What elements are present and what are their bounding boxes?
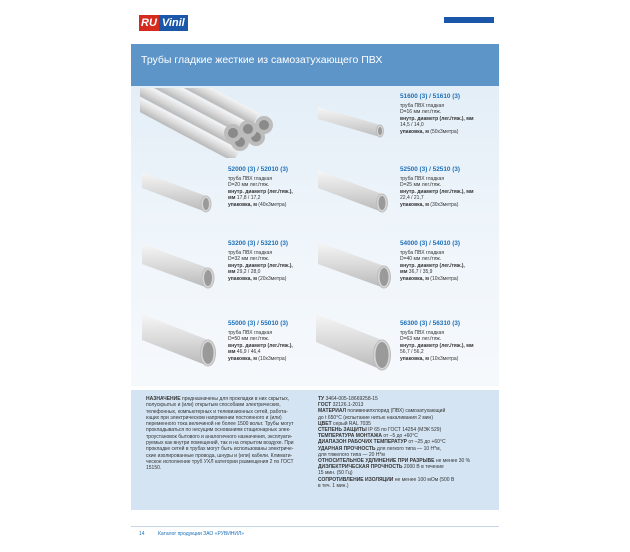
description-heading: НАЗНАЧЕНИЕ xyxy=(146,396,181,402)
footer-divider xyxy=(131,526,499,527)
product-code: 51600 (3) / 51610 (3) xyxy=(400,93,461,100)
spec-diel-value: 2000 В в течение xyxy=(403,464,444,471)
spec-label: внутр. диаметр (лег./тяж.), мм xyxy=(400,188,474,195)
spec-value: 14,5 / 14,0 xyxy=(400,122,424,129)
logo-ru: RU xyxy=(141,16,157,29)
spec-range-value: от –25 до +60°C xyxy=(408,439,446,446)
pipe-image-50 xyxy=(142,308,218,374)
spec-material-label: МАТЕРИАЛ xyxy=(318,408,347,415)
decorative-stripe xyxy=(444,17,494,23)
pipe-image-32 xyxy=(142,238,216,296)
spec-line: труба ПВХ гладкая xyxy=(400,330,445,336)
description-line: телефонных, компьютерных и телевизионных сетей, работа- xyxy=(146,408,288,415)
spec-impact-value: для легкого типа — 10 Н*м, xyxy=(376,445,441,452)
spec-label: мм xyxy=(228,349,236,356)
spec-res-label: СОПРОТИВЛЕНИЕ ИЗОЛЯЦИИ xyxy=(318,476,394,483)
description-line: руемых как внутри помещений, так и на открытом воздухе. При xyxy=(146,440,294,447)
description-line: прокладке сетей в трубах могут быть использованы электриче- xyxy=(146,446,294,453)
spec-line: труба ПВХ гладкая xyxy=(228,176,273,182)
description-line: ские изолированные провода, шнуры и (или) кабели. Климати- xyxy=(146,452,293,459)
spec-label: мм xyxy=(400,269,408,276)
spec-value: (30x3метра) xyxy=(430,201,459,208)
spec-material-cont: до t 650°C (испытание нитью накаливания 2 мин) xyxy=(318,414,433,421)
description-line: троустановок бытового и аналогичного назначения, эксплуати- xyxy=(146,433,293,440)
pipe-bundle-image xyxy=(140,88,300,158)
product-spec-25 xyxy=(400,166,474,208)
spec-label: мм xyxy=(228,269,236,276)
spec-res-value: не менее 100 мОм (500 В xyxy=(394,476,455,483)
spec-label: внутр. диаметр (лег./тяж.), мм xyxy=(400,342,474,349)
spec-label: упаковка, м xyxy=(228,201,257,208)
spec-res-cont: в теч. 1 мин.) xyxy=(318,482,349,489)
page-title: Трубы гладкие жесткие из самозатухающего ПВХ xyxy=(141,54,383,66)
description-line: предназначены для прокладки в них скрытых, xyxy=(181,396,290,402)
spec-line: D=40 мм лег./тяж. xyxy=(400,256,442,263)
spec-value: (10x3метра) xyxy=(258,355,287,362)
product-code: 52500 (3) / 52510 (3) xyxy=(400,166,461,173)
spec-range-label: ДИАПАЗОН РАБОЧИХ ТЕМПЕРАТУР xyxy=(318,439,407,446)
spec-line: труба ПВХ гладкая xyxy=(228,250,273,256)
product-spec-50 xyxy=(228,320,293,362)
spec-diel-cont: 15 мин. (50 Гц) xyxy=(318,470,353,477)
spec-gost-value: 32126.1-2013 xyxy=(332,402,364,409)
description-line: переменного тока величиной не более 1500 вольт. Трубы могут xyxy=(146,421,294,428)
description-block xyxy=(146,396,306,472)
spec-line: D=20 мм лег./тяж. xyxy=(228,182,270,189)
spec-impact-label: УДАРНАЯ ПРОЧНОСТЬ xyxy=(318,445,376,452)
product-code: 55000 (3) / 55010 (3) xyxy=(228,320,289,327)
spec-ip-value: IP 65 по ГОСТ 14254 (МЭК 529) xyxy=(368,427,442,434)
spec-elong-label: ОТНОСИТЕЛЬНОЕ УДЛИНЕНИЕ ПРИ РАЗРЫВЕ xyxy=(318,458,435,465)
pipe-image-20 xyxy=(142,166,214,220)
spec-install-label: ТЕМПЕРАТУРА МОНТАЖА xyxy=(318,433,382,440)
description-line: полускрытых и (или) открытым способами электрических, xyxy=(146,402,281,409)
spec-line: труба ПВХ гладкая xyxy=(400,103,445,109)
spec-label: внутр. диаметр (лег./тяж.), xyxy=(228,188,293,195)
spec-label: упаковка, м xyxy=(400,201,429,208)
spec-value: 56,7 / 56,2 xyxy=(400,349,424,356)
spec-line: D=63 мм лег./тяж. xyxy=(400,336,442,343)
spec-line: труба ПВХ гладкая xyxy=(400,176,445,182)
spec-value: 29,2 / 28,0 xyxy=(236,269,261,276)
product-code: 53200 (3) / 53210 (3) xyxy=(228,240,289,247)
product-code: 56300 (3) / 56310 (3) xyxy=(400,320,461,327)
pipe-image-40 xyxy=(318,236,392,296)
spec-value: (50x3метра) xyxy=(430,128,459,135)
spec-label: упаковка, м xyxy=(228,355,257,362)
description-line: ческое исполнение труб УХЛ категории размещения 2 по ГОСТ xyxy=(146,458,294,465)
spec-value: (10x3метра) xyxy=(430,275,459,282)
product-spec-63 xyxy=(400,320,474,362)
footer-text: Каталог продукции ЗАО «РУВИНИЛ» xyxy=(158,531,245,537)
product-code: 52000 (3) / 52010 (3) xyxy=(228,166,289,173)
spec-gost-label: ГОСТ xyxy=(318,402,332,409)
spec-material-value: поливинилхлорид (ПВХ) самозатухающий xyxy=(347,408,446,415)
description-line: ющих при электрическом напряжении постоянного и (или) xyxy=(146,414,282,421)
product-code: 54000 (3) / 54010 (3) xyxy=(400,240,461,247)
spec-diel-label: ДИЭЛЕКТРИЧЕСКАЯ ПРОЧНОСТЬ xyxy=(318,464,403,471)
spec-elong-value: не менее 30 % xyxy=(435,458,471,465)
product-spec-40 xyxy=(400,240,465,282)
spec-line: труба ПВХ гладкая xyxy=(400,250,445,256)
spec-value: 17,8 / 17,2 xyxy=(236,195,261,202)
spec-line: D=50 мм лег./тяж. xyxy=(228,336,270,343)
spec-value: (10x3метра) xyxy=(430,355,459,362)
spec-tu-label: ТУ xyxy=(318,396,325,402)
pipe-image-63 xyxy=(316,308,394,376)
page-number: 14 xyxy=(139,531,145,537)
pipe-image-16 xyxy=(318,93,386,145)
spec-line: труба ПВХ гладкая xyxy=(228,330,273,336)
spec-label: мм xyxy=(228,195,236,202)
spec-ip-label: СТЕПЕНЬ ЗАЩИТЫ xyxy=(318,427,367,434)
spec-label: внутр. диаметр (лег./тяж.), xyxy=(228,262,293,269)
spec-value: (40x3метра) xyxy=(258,201,287,208)
spec-label: упаковка, м xyxy=(400,275,429,282)
specs-block xyxy=(318,396,493,489)
spec-impact-cont: для тяжелого типа — 20 Н*м xyxy=(318,451,385,458)
spec-value: 36,7 / 35,9 xyxy=(408,269,433,276)
spec-label: упаковка, м xyxy=(400,128,429,135)
spec-value: 46,9 / 46,4 xyxy=(236,349,261,356)
spec-install-value: от –5 до +60°C xyxy=(383,433,418,440)
brand-logo xyxy=(139,14,188,31)
spec-value: 22,4 / 21,7 xyxy=(400,195,424,202)
spec-line: D=25 мм лег./тяж. xyxy=(400,182,442,189)
product-spec-16 xyxy=(400,93,474,135)
pipe-image-25 xyxy=(318,164,390,220)
spec-label: внутр. диаметр (лег./тяж.), мм xyxy=(400,115,474,122)
spec-label: упаковка, м xyxy=(400,355,429,362)
spec-label: упаковка, м xyxy=(228,275,257,282)
product-spec-20 xyxy=(228,166,293,208)
description-line: прокладываться по несущим основаниям стационарных элек- xyxy=(146,427,291,434)
spec-value: (20x3метра) xyxy=(258,275,287,282)
spec-label: внутр. диаметр (лег./тяж.), xyxy=(400,262,465,269)
spec-line: D=16 мм лег./тяж. xyxy=(400,109,442,116)
spec-color-label: ЦВЕТ xyxy=(318,420,332,427)
spec-color-value: серый RAL 7035 xyxy=(333,420,371,427)
product-spec-32 xyxy=(228,240,293,282)
description-line: 15150. xyxy=(146,465,162,472)
spec-tu-value: 3464-005-18669258-15 xyxy=(325,396,378,402)
logo-vinil: Vinil xyxy=(159,15,188,31)
spec-label: внутр. диаметр (лег./тяж.), xyxy=(228,342,293,349)
spec-line: D=32 мм лег./тяж. xyxy=(228,256,270,263)
header-band xyxy=(131,44,499,86)
